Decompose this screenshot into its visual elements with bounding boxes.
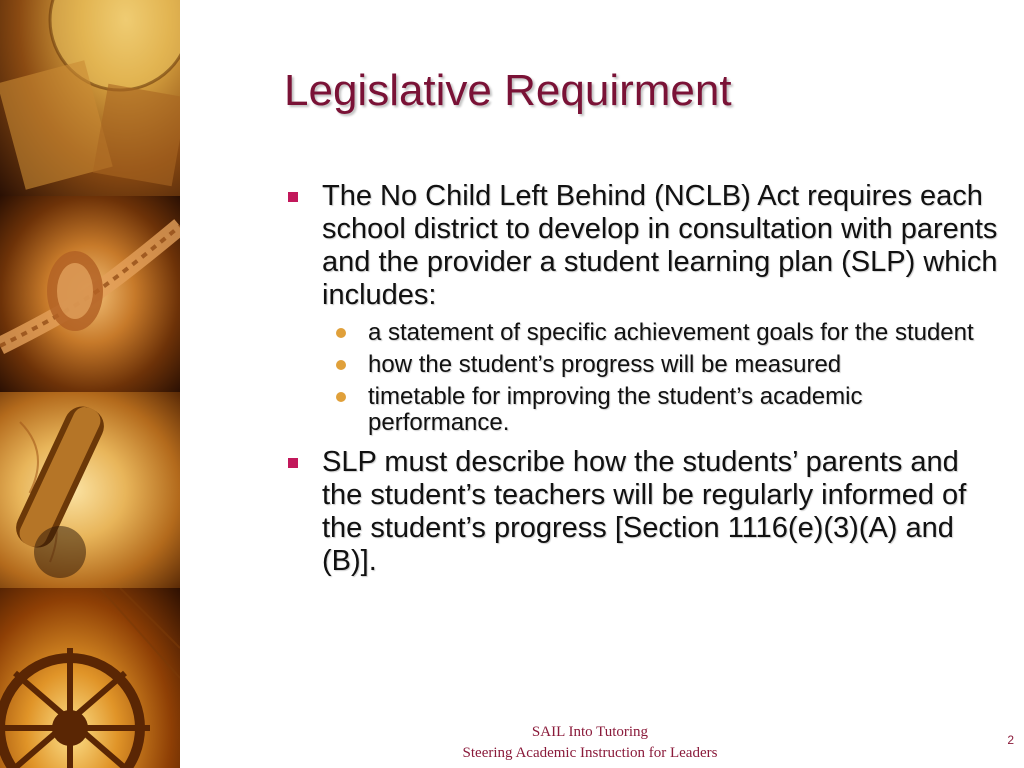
globe-and-maps-image (0, 0, 180, 196)
round-bullet-icon (336, 328, 346, 338)
square-bullet-icon (288, 192, 298, 202)
sub-bullet-item (284, 384, 1004, 436)
footer-line-1: SAIL Into Tutoring (531, 724, 649, 740)
bullet-text: The No Child Left Behind (NCLB) Act requires each school district to develop in consultation with parents and the provider a student learning plan (SLP) which includes: (322, 180, 998, 311)
telescope-map-image (0, 392, 180, 588)
bullet-text: SLP must describe how the students’ parents and the student’s teachers will be regularly informed of the student’s progress [Section 1116(e)(3)(A) and (B)]. (322, 446, 967, 577)
bullet-item (284, 180, 1004, 312)
slide-footer (420, 722, 760, 764)
round-bullet-icon (336, 360, 346, 370)
decorative-image-strip (0, 0, 180, 768)
bullet-item (284, 446, 1004, 578)
sub-bullet-text: timetable for improving the student’s academic performance. (368, 383, 863, 436)
slide-title: Legislative Requirment (284, 66, 732, 115)
slide-content (284, 180, 1004, 578)
sub-bullet-item (284, 352, 1004, 378)
sub-bullet-item (284, 320, 1004, 346)
square-bullet-icon (288, 458, 298, 468)
footer-line-2: Steering Academic Instruction for Leaders (462, 745, 718, 761)
ship-wheel-image (0, 588, 180, 768)
sub-bullet-text: how the student’s progress will be measured (368, 351, 842, 378)
sub-bullet-list (284, 320, 1004, 436)
round-bullet-icon (336, 392, 346, 402)
sub-bullet-text: a statement of specific achievement goals for the student (368, 319, 974, 346)
page-number: 2 (1007, 733, 1014, 747)
rope-knot-image (0, 196, 180, 392)
